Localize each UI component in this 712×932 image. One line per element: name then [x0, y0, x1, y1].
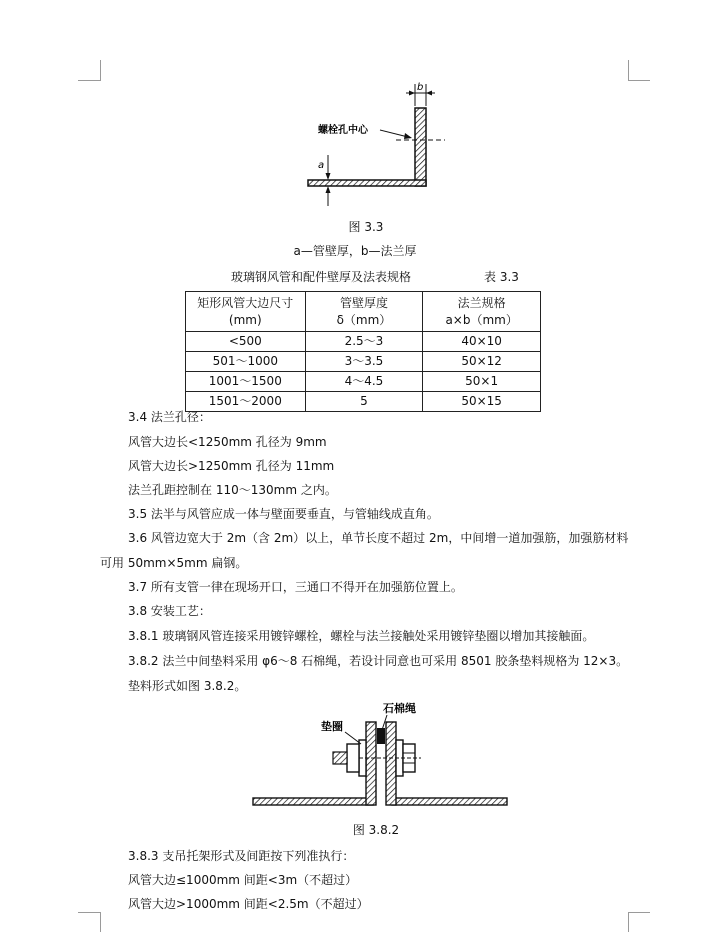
paragraph-3-4: 3.4 法兰孔径：	[128, 410, 211, 424]
crop-mark-bottom-right-h	[628, 912, 650, 913]
figure-3-3-label-bolt-center: 螺栓孔中心	[318, 125, 368, 136]
paragraph-hole-spacing: 法兰孔距控制在 110～130mm 之内。	[128, 483, 337, 497]
table-row	[186, 352, 541, 372]
table-cell: 50×12	[423, 352, 541, 372]
spec-table	[185, 291, 541, 412]
figure-3-3-caption: 图 3.3	[348, 220, 384, 234]
header-line: a×b（mm）	[445, 312, 518, 327]
figure-3-3-label-b: b	[417, 82, 424, 93]
figure-3-3-legend: a—管壁厚，b—法兰厚	[293, 244, 417, 258]
table-cell: 2.5～3	[305, 332, 423, 352]
header-line: δ（mm）	[336, 312, 392, 327]
header-line: 矩形风管大边尺寸	[197, 295, 294, 310]
paragraph-3-6-line1: 3.6 风管边宽大于 2m（含 2m）以上，单节长度不超过 2m，中间增一道加强筋，加强筋材料	[128, 531, 629, 545]
table-cell: 5	[305, 392, 423, 412]
table-cell: 4～4.5	[305, 372, 423, 392]
figure-3-8-2-caption: 图 3.8.2	[352, 823, 400, 837]
paragraph-3-8-1: 3.8.1 玻璃钢风管连接采用镀锌螺栓，螺栓与法兰接触处采用镀锌垫圈以增加其接触面。	[128, 629, 595, 643]
table-row	[186, 372, 541, 392]
paragraph-3-6-line2: 可用 50mm×5mm 扁钢。	[100, 556, 248, 570]
paragraph-3-8: 3.8 安装工艺：	[128, 604, 211, 618]
figure-3-3-label-a: a	[318, 160, 325, 171]
paragraph-hole-large: 风管大边长>1250mm 孔径为 11mm	[128, 459, 335, 473]
table-header-cell	[186, 292, 306, 332]
table-header-cell	[305, 292, 423, 332]
paragraph-3-5: 3.5 法半与风管应成一体与壁面要垂直，与管轴线成直角。	[128, 507, 439, 521]
table-cell: 1001～1500	[186, 372, 306, 392]
paragraph-gasket-form: 垫料形式如图 3.8.2。	[128, 679, 247, 693]
table-title: 玻璃钢风管和配件壁厚及法表规格	[231, 270, 412, 284]
crop-mark-top-left-h	[78, 80, 100, 81]
table-row	[186, 392, 541, 412]
crop-mark-bottom-right-v	[628, 912, 629, 932]
table-cell: 50×15	[423, 392, 541, 412]
paragraph-support-large: 风管大边>1000mm 间距<2.5m（不超过）	[128, 897, 369, 911]
table-header-row	[186, 292, 541, 332]
paragraph-3-8-2: 3.8.2 法兰中间垫料采用 φ6～8 石棉绳，若设计同意也可采用 8501 胶条垫料规格为 12×3。	[128, 654, 629, 668]
table-row	[186, 332, 541, 352]
crop-mark-top-right-v	[628, 60, 629, 81]
table-cell: 1501～2000	[186, 392, 306, 412]
table-cell: 501～1000	[186, 352, 306, 372]
header-line: 管壁厚度	[339, 295, 388, 310]
paragraph-hole-small: 风管大边长<1250mm 孔径为 9mm	[128, 435, 327, 449]
table-cell: 40×10	[423, 332, 541, 352]
table-header-cell	[423, 292, 541, 332]
crop-mark-bottom-left-v	[100, 912, 101, 932]
paragraph-support-small: 风管大边≤1000mm 间距<3m（不超过）	[128, 873, 358, 887]
table-cell: 50×1	[423, 372, 541, 392]
figure-3-8-2-label-rope: 石棉绳	[383, 702, 416, 715]
crop-mark-top-right-h	[628, 80, 650, 81]
paragraph-3-8-3: 3.8.3 支吊托架形式及间距按下列准执行：	[128, 849, 355, 863]
paragraph-3-7: 3.7 所有支管一律在现场开口，三通口不得开在加强筋位置上。	[128, 580, 463, 594]
table-cell: 3～3.5	[305, 352, 423, 372]
crop-mark-top-left-v	[100, 60, 101, 81]
figure-3-3-flange-drawing	[300, 80, 450, 210]
figure-3-8-2-label-washer: 垫圈	[321, 720, 343, 733]
crop-mark-bottom-left-h	[78, 912, 100, 913]
table-cell: <500	[186, 332, 306, 352]
figure-3-8-2-gasket-drawing	[245, 700, 515, 812]
table-number: 表 3.3	[484, 270, 519, 284]
header-line: 法兰规格	[457, 295, 506, 310]
header-line: (mm)	[228, 312, 262, 327]
